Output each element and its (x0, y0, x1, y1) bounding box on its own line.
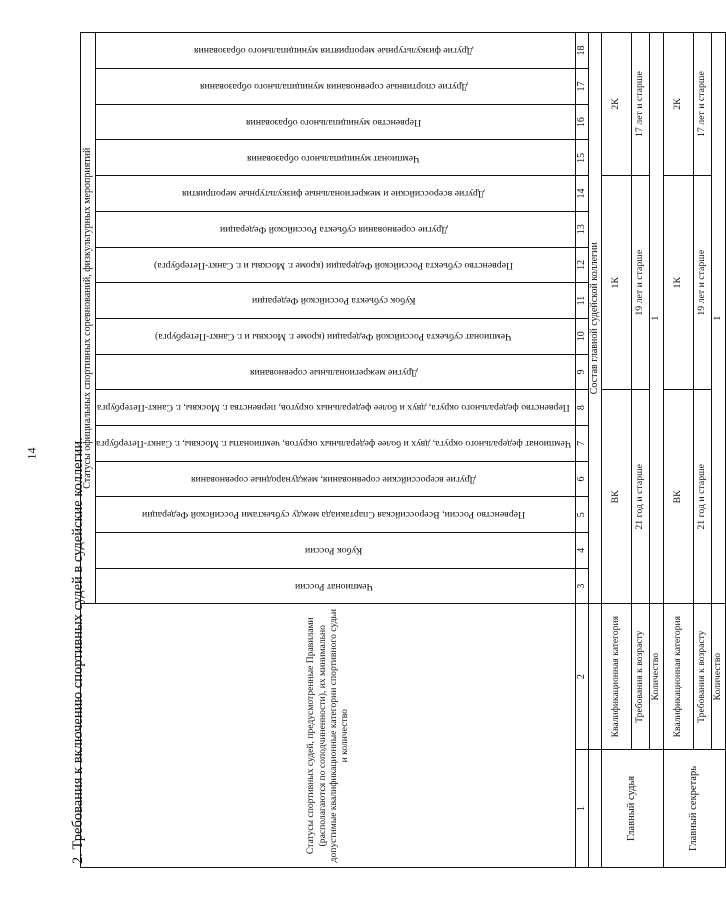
column-header (96, 354, 576, 390)
category-value: 1К (601, 176, 631, 390)
section-heading: 2. Требования к включению спортивных судей в судейские коллегии. (70, 437, 86, 864)
competitions-header-cell (81, 33, 96, 604)
header-title-row (81, 33, 96, 868)
column-header (96, 69, 576, 105)
chief-judge-age-row (631, 33, 649, 868)
column-number: 14 (575, 176, 588, 212)
column-header-text: Другие соревнования субъекта Российской Федерации (219, 223, 448, 235)
column-number: 17 (575, 69, 588, 105)
column-header (96, 176, 576, 212)
role-chief-judge: Главный судья (601, 749, 663, 867)
count-label: Количество (711, 604, 725, 750)
age-label: Требования к возрасту (631, 604, 649, 750)
column-header-text: Другие физкультурные мероприятия муниципального образования (193, 45, 474, 57)
column-header-text: Чемпионат муниципального образования (247, 152, 420, 164)
column-number: 10 (575, 318, 588, 354)
column-header-text: Первенство муниципального образования (246, 116, 422, 128)
column-number: 11 (575, 283, 588, 319)
column-header-text: Первенство субъекта Российской Федерации (кроме г. Москвы и г. Санкт-Петербурга) (154, 259, 514, 271)
chief-secretary-category-row (663, 33, 693, 868)
requirements-table (80, 32, 726, 868)
age-value: 17 лет и старше (693, 33, 711, 176)
status-header-cell (81, 604, 576, 868)
column-header-text: Первенство России, Всероссийская Спартакиада между субъектами Российской Федерации (141, 509, 526, 521)
category-label: Квалификационная категория (663, 604, 693, 750)
column-number: 18 (575, 33, 588, 69)
age-value: 19 лет и старше (631, 176, 649, 390)
chief-judge-category-row (601, 33, 631, 868)
column-header-text: Чемпионат федерального округа, двух и более федеральных округов, чемпионаты г. Москвы, г. Санкт-Петербурга (96, 438, 572, 450)
page-number: 14 (24, 447, 39, 460)
category-value: 1К (663, 176, 693, 390)
requirements-table-rotated (80, 32, 724, 868)
column-header-text: Другие всероссийские и межрегиональные физкультурные мероприятия (182, 188, 485, 200)
column-header (96, 318, 576, 354)
column-header-text: Другие межрегиональные соревнования (249, 366, 418, 378)
column-header (96, 568, 576, 604)
column-header (96, 140, 576, 176)
column-number: 1 (575, 749, 588, 867)
column-number-row (575, 33, 588, 868)
column-number: 16 (575, 104, 588, 140)
column-header (96, 497, 576, 533)
category-value: 2К (663, 33, 693, 176)
age-value: 21 год и старше (631, 390, 649, 604)
category-value: ВК (601, 390, 631, 604)
count-label: Количество (649, 604, 663, 750)
column-number: 12 (575, 247, 588, 283)
column-header (96, 425, 576, 461)
competitions-header-text: Статусы официальных спортивных соревнований, физкультурных мероприятий (82, 147, 94, 489)
section-label: Состав главной судейской коллегии (588, 33, 601, 604)
count-value: 1 (649, 33, 663, 604)
column-header-text: Кубок России (304, 545, 363, 557)
column-number: 3 (575, 568, 588, 604)
section-blank-cell (588, 749, 601, 867)
age-label: Требования к возрасту (693, 604, 711, 750)
column-number: 7 (575, 425, 588, 461)
column-number: 9 (575, 354, 588, 390)
column-header (96, 247, 576, 283)
chief-secretary-age-row (693, 33, 711, 868)
column-header (96, 283, 576, 319)
column-number: 4 (575, 533, 588, 569)
column-number: 5 (575, 497, 588, 533)
column-header (96, 211, 576, 247)
column-header-text: Другие спортивные соревнования муниципального образования (199, 81, 468, 93)
column-header-text: Кубок субъекта Российской Федерации (251, 295, 416, 307)
age-value: 17 лет и старше (631, 33, 649, 176)
status-header-text: Статусы спортивных судей, предусмотренные Правилами (располагаются по соподчиненности), их минимально допустимые квалификационные категории спортивного судьи и количество (305, 608, 351, 863)
column-number: 15 (575, 140, 588, 176)
category-value: ВК (663, 390, 693, 604)
column-header (96, 390, 576, 426)
column-header-text: Чемпионат субъекта Российской Федерации (кроме г. Москвы и г. Санкт-Петербурга) (155, 331, 512, 343)
column-header-text: Другие всероссийские соревнования, международные соревнования (190, 473, 477, 485)
chief-secretary-count-row (711, 33, 725, 868)
column-header (96, 461, 576, 497)
column-header (96, 104, 576, 140)
column-header-text: Чемпионат России (294, 580, 373, 592)
column-number: 13 (575, 211, 588, 247)
age-value: 19 лет и старше (693, 176, 711, 390)
column-header (96, 33, 576, 69)
age-value: 21 год и старше (693, 390, 711, 604)
chief-judge-count-row (649, 33, 663, 868)
category-label: Квалификационная категория (601, 604, 631, 750)
category-value: 2К (601, 33, 631, 176)
role-chief-secretary: Главный секретарь (663, 749, 725, 867)
column-number: 2 (575, 604, 588, 750)
column-number: 8 (575, 390, 588, 426)
column-header-text: Первенство федерального округа, двух и более федеральных округов, первенства г. Москвы, г. Санкт-Петербурга (97, 402, 570, 414)
count-value: 1 (711, 33, 725, 604)
column-number: 6 (575, 461, 588, 497)
column-header (96, 533, 576, 569)
section-row (588, 33, 601, 868)
section-blank-cell (588, 604, 601, 750)
